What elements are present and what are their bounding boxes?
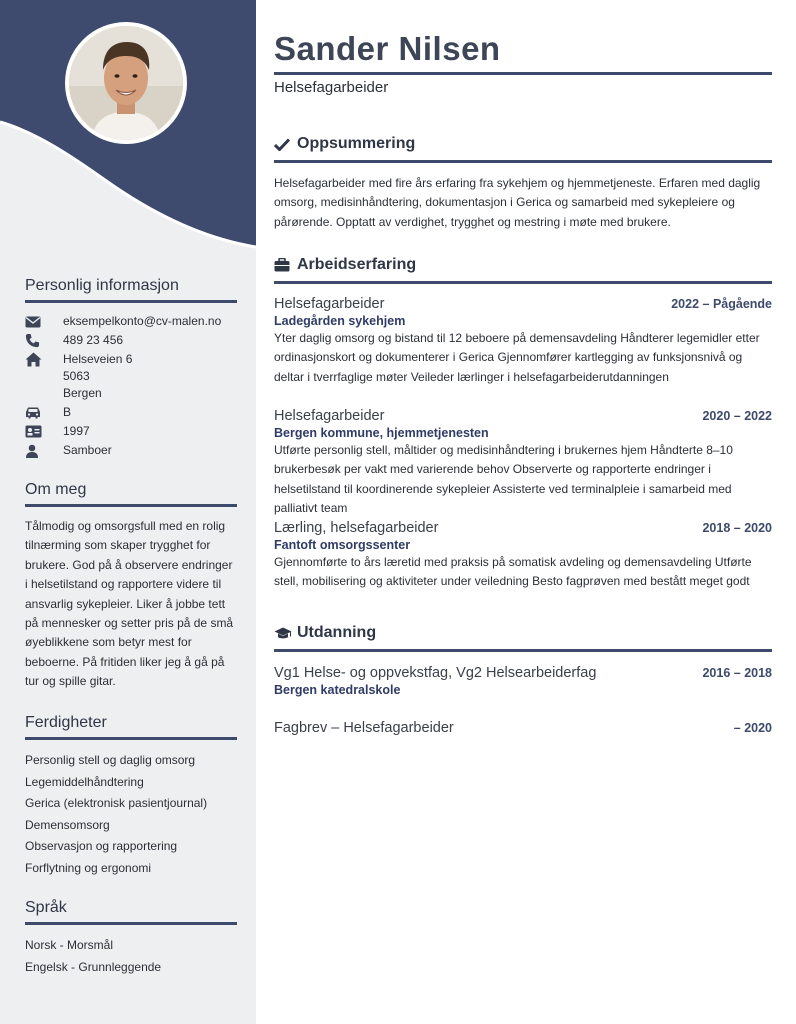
profile-photo: [65, 22, 187, 144]
license-value: B: [63, 405, 72, 419]
experience-entry: [274, 408, 772, 519]
home-icon: [25, 351, 63, 368]
graduation-cap-icon: [274, 624, 297, 642]
skill-item: Demensomsorg: [25, 817, 110, 832]
experience-heading: [274, 256, 772, 284]
sidebar: [0, 0, 256, 1024]
birth-year-value: 1997: [63, 424, 90, 438]
education-heading: [274, 624, 772, 652]
entry-date: 2020 – 2022: [702, 409, 772, 423]
summary-heading-text: Oppsummering: [297, 135, 416, 152]
contact-birth-year: [25, 423, 237, 440]
car-icon: [25, 404, 63, 421]
entry-role: Helsefagarbeider: [274, 408, 385, 424]
experience-entry: [274, 520, 772, 592]
id-card-icon: [25, 423, 63, 440]
languages-heading: Språk: [25, 899, 237, 925]
job-title: Helsefagarbeider: [274, 79, 389, 96]
contact-address: [25, 351, 237, 402]
entry-date: 2016 – 2018: [702, 666, 772, 680]
skills-section: [25, 714, 237, 879]
education-entry: [274, 720, 772, 736]
entry-role: Helsefagarbeider: [274, 296, 385, 312]
personal-info-section: [25, 277, 237, 461]
entry-organization: Bergen katedralskole: [274, 683, 401, 697]
entry-role: Lærling, helsefagarbeider: [274, 520, 439, 536]
entry-organization: Fantoft omsorgssenter: [274, 538, 411, 552]
entry-description: Yter daglig omsorg og bistand til 12 beboere på demensavdeling Håndterer legemidler etter ordinasjonskort og dokumenterer i Gerica Gjennomfører kartlegging av funksjonsnivå og deltar i tverrfaglige møter Veileder lærlinger i helsefagarbeiderutdanningen: [274, 331, 760, 384]
entry-organization: Ladegården sykehjem: [274, 314, 406, 328]
address-city: Bergen: [63, 386, 102, 400]
skill-item: Personlig stell og daglig omsorg: [25, 753, 196, 767]
entry-date: – 2020: [733, 721, 772, 735]
skills-heading: Ferdigheter: [25, 714, 237, 740]
address-zip: 5063: [63, 369, 90, 383]
personal-info-heading: Personlig informasjon: [25, 277, 237, 303]
language-item: Engelsk - Grunnleggende: [25, 959, 162, 974]
address-street: Helseveien 6: [63, 352, 133, 366]
briefcase-icon: [274, 256, 297, 274]
languages-section: [25, 899, 237, 978]
summary-text: Helsefagarbeider med fire års erfaring fra sykehjem og hjemmetjeneste. Erfaren med daglig omsorg, medisinhåndtering, dokumentasjon i Gerica og samarbeid med sykepleiere og pårørende. Opptatt av verdighet, trygghet og mestring i møte med brukere.: [274, 176, 761, 229]
education-entry: [274, 665, 772, 697]
contact-phone: [25, 332, 237, 349]
contact-relationship: [25, 442, 237, 459]
phone-icon: [25, 332, 63, 349]
person-name: Sander Nilsen: [274, 30, 501, 67]
language-item: Norsk - Morsmål: [25, 938, 114, 952]
entry-role: Fagbrev – Helsefagarbeider: [274, 720, 454, 736]
phone-value[interactable]: 489 23 456: [63, 333, 124, 347]
relationship-value: Samboer: [63, 443, 112, 457]
contact-license: [25, 404, 237, 421]
entry-description: Gjennomførte to års læretid med praksis på somatisk avdeling og demensavdeling Utførte stell, mobilisering og aktiviteter under veiledning Besto fagprøven med bestått meget godt: [274, 555, 752, 589]
experience-heading-text: Arbeidserfaring: [297, 256, 417, 273]
entry-date: 2018 – 2020: [702, 521, 772, 535]
education-heading-text: Utdanning: [297, 624, 377, 641]
checkmark-icon: [274, 135, 297, 153]
entry-role: Vg1 Helse- og oppvekstfag, Vg2 Helsearbeiderfag: [274, 665, 597, 681]
skill-item: Forflytning og ergonomi: [25, 860, 152, 875]
entry-date: 2022 – Pågående: [671, 297, 772, 311]
envelope-icon: [25, 313, 63, 330]
user-icon: [25, 442, 63, 459]
entry-organization: Bergen kommune, hjemmetjenesten: [274, 426, 489, 440]
experience-entry: [274, 296, 772, 387]
about-section: [25, 481, 237, 692]
email-value[interactable]: eksempelkonto@cv-malen.no: [63, 314, 222, 328]
skill-item: Gerica (elektronisk pasientjournal): [25, 796, 208, 810]
about-heading: Om meg: [25, 481, 237, 507]
skill-item: Observasjon og rapportering: [25, 839, 178, 853]
name-divider: [274, 72, 772, 75]
skill-item: Legemiddelhåndtering: [25, 774, 144, 789]
contact-email: [25, 313, 237, 330]
summary-heading: [274, 135, 772, 163]
about-text: Tålmodig og omsorgsfull med en rolig tilnærming som skaper trygghet for brukere. God på å observere endringer i helsetilstand og rapportere videre til ansvarlig sykepleier. Liker å jobbe tett på mennesker og setter pris på de små øyeblikkene som betyr mest for beboerne. På fritiden liker jeg å gå på tur og spille gitar.: [25, 519, 234, 689]
entry-description: Utførte personlig stell, måltider og medisinhåndtering i brukernes hjem Håndterte 8–10 brukerbesøk per vakt med varierende behov Observerte og rapporterte endringer i helsetilstand til koordinerende sykepleier Assisterte ved terminalpleie i samarbeid med palliativt team: [274, 443, 733, 516]
